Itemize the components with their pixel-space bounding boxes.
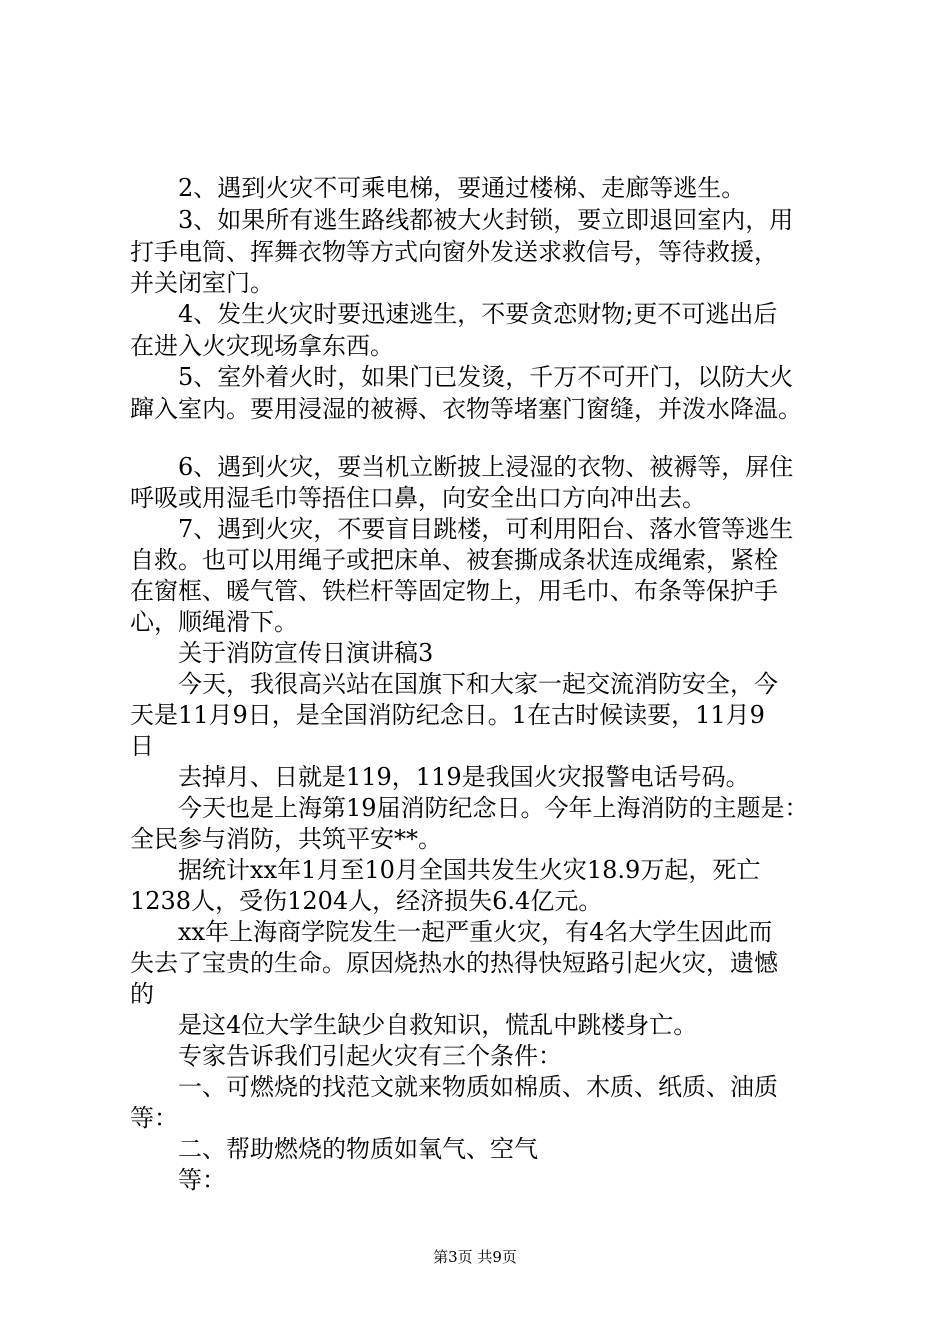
text-line: 3、如果所有逃生路线都被大火封锁，要立即退回室内，用 bbox=[178, 206, 794, 234]
text-line: 等： bbox=[130, 1104, 178, 1132]
text-line: 的 bbox=[130, 980, 154, 1008]
text-line: 全民参与消防，共筑平安**。 bbox=[130, 825, 442, 853]
text-line: 5、室外着火时，如果门已发烫，千万不可开门，以防大火 bbox=[178, 363, 794, 391]
text-line: 等： bbox=[178, 1166, 226, 1194]
text-line: 并关闭室门。 bbox=[130, 269, 274, 297]
text-line: 蹿入室内。要用浸湿的被褥、衣物等堵塞门窗缝，并泼水降温。 bbox=[130, 395, 802, 423]
text-line: 打手电筒、挥舞衣物等方式向窗外发送求救信号，等待救援， bbox=[130, 238, 778, 266]
text-line: xx年上海商学院发生一起严重火灾，有4名大学生因此而 bbox=[178, 918, 773, 946]
text-line: 6、遇到火灾，要当机立断披上浸湿的衣物、被褥等，屏住 bbox=[178, 453, 794, 481]
section-heading: 关于消防宣传日演讲稿3 bbox=[178, 639, 434, 667]
text-line: 据统计xx年1月至10月全国共发生火灾18.9万起，死亡 bbox=[178, 856, 761, 884]
text-line: 7、遇到火灾，不要盲目跳楼，可利用阳台、落水管等逃生 bbox=[178, 515, 794, 543]
text-line: 是这4位大学生缺少自救知识，慌乱中跳楼身亡。 bbox=[178, 1011, 698, 1039]
text-line: 日 bbox=[130, 732, 154, 760]
page-footer: 第3页 共9页 bbox=[433, 1248, 517, 1266]
text-line: 在窗框、暖气管、铁栏杆等固定物上，用毛巾、布条等保护手 bbox=[130, 577, 778, 605]
text-line: 在进入火灾现场拿东西。 bbox=[130, 332, 394, 360]
text-line: 4、发生火灾时要迅速逃生，不要贪恋财物;更不可逃出后 bbox=[178, 300, 778, 328]
text-line: 心，顺绳滑下。 bbox=[130, 608, 298, 636]
text-line: 2、遇到火灾不可乘电梯，要通过楼梯、走廊等逃生。 bbox=[178, 174, 746, 202]
text-line: 去掉月、日就是119，119是我国火灾报警电话号码。 bbox=[178, 763, 750, 791]
text-line: 自救。也可以用绳子或把床单、被套撕成条状连成绳索，紧栓 bbox=[130, 546, 778, 574]
text-line: 一、可燃烧的找范文就来物质如棉质、木质、纸质、油质 bbox=[178, 1073, 778, 1101]
text-line: 1238人，受伤1204人，经济损失6.4亿元。 bbox=[130, 887, 603, 915]
text-line: 呼吸或用湿毛巾等捂住口鼻，向安全出口方向冲出去。 bbox=[130, 484, 706, 512]
text-line: 二、帮助燃烧的物质如氧气、空气 bbox=[178, 1135, 538, 1163]
text-line: 失去了宝贵的生命。原因烧热水的热得快短路引起火灾，遗憾 bbox=[130, 949, 778, 977]
text-line: 天是11月9日，是全国消防纪念日。1在古时候读要，11月9 bbox=[130, 701, 765, 729]
text-line: 今天，我很高兴站在国旗下和大家一起交流消防安全，今 bbox=[178, 670, 778, 698]
text-line: 今天也是上海第19届消防纪念日。今年上海消防的主题是： bbox=[178, 794, 809, 822]
text-line: 专家告诉我们引起火灾有三个条件： bbox=[178, 1042, 562, 1070]
